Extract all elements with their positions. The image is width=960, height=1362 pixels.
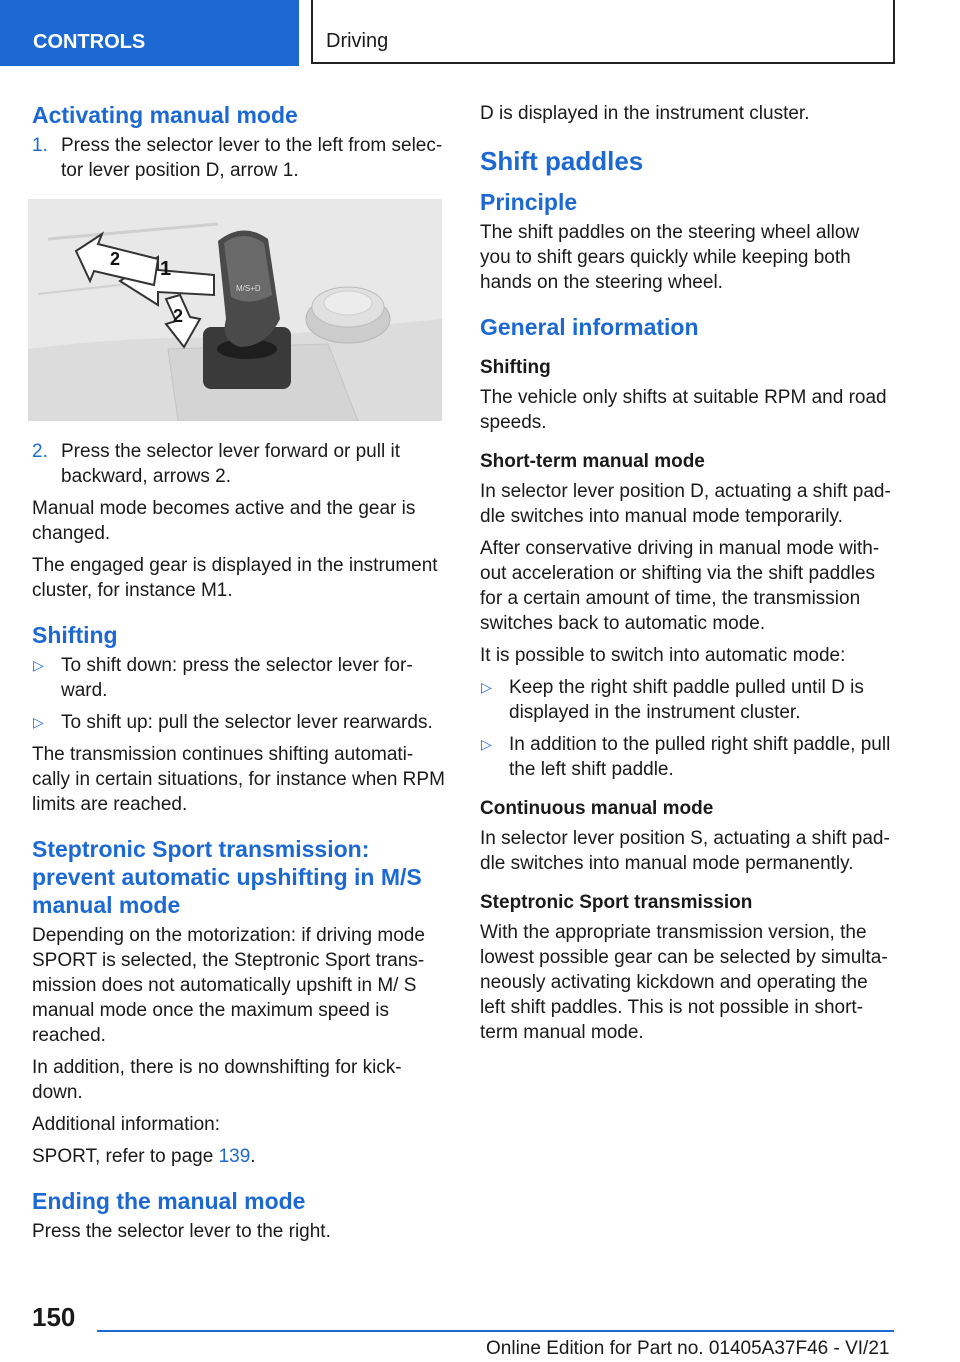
paragraph: D is displayed in the instrument cluster. <box>480 103 810 124</box>
lever-label: M/S+D <box>236 284 261 293</box>
paragraph: With the appropriate transmission version, the lowest possible gear can be selected by simulta‐neously activating kickdown and operating the left shift paddles. This is not possible in short-term manual mode. <box>480 922 888 1043</box>
step-text: Press the selector lever to the left from selec‐tor lever position D, arrow 1. <box>61 135 443 181</box>
list-item-text: To shift down: press the selector lever for‐ward. <box>61 655 413 701</box>
step-number: 2. <box>32 441 48 462</box>
paragraph: After conservative driving in manual mode with‐out acceleration or shifting via the shift paddles for a certain amount of time, the transmission switches back to automatic mode. <box>480 538 880 634</box>
heading-principle: Principle <box>480 189 578 215</box>
heading-activating-manual-mode: Activating manual mode <box>32 102 298 128</box>
arrow-label-2a: 2 <box>110 249 121 269</box>
edition-note: Online Edition for Part no. 01405A37F46 - VI/21 <box>486 1338 890 1359</box>
paragraph: In addition, there is no downshifting for kick‐down. <box>32 1057 402 1103</box>
heading-shifting: Shifting <box>32 622 118 648</box>
heading-general-information: General information <box>480 314 699 340</box>
list-item-text: In addition to the pulled right shift paddle, pull the left shift paddle. <box>509 734 891 780</box>
left-column <box>32 101 446 1251</box>
section-tab: CONTROLS <box>0 0 299 66</box>
list-item-text: To shift up: pull the selector lever rearwards. <box>61 712 433 733</box>
list-item <box>32 653 446 703</box>
step-number: 1. <box>32 135 48 156</box>
bullet-icon: ▷ <box>33 657 44 673</box>
page-header <box>0 0 960 66</box>
heading-steptronic-sport: Steptronic Sport transmission: prevent automatic upshifting in M/S manual mode <box>32 836 422 918</box>
bullet-icon: ▷ <box>33 714 44 730</box>
arrow-label-2b: 2 <box>173 306 184 326</box>
paragraph: The transmission continues shifting automati‐cally in certain situations, for instance when RPM limits are reached. <box>32 744 445 815</box>
subheading-short-term: Short-term manual mode <box>480 451 705 472</box>
footer-divider <box>97 1330 894 1332</box>
right-column <box>480 101 895 1052</box>
page-link[interactable]: 139 <box>218 1146 251 1167</box>
page-reference <box>32 1144 446 1169</box>
step-text: Press the selector lever forward or pull it backward, arrows 2. <box>61 441 400 487</box>
heading-ending-manual-mode: Ending the manual mode <box>32 1188 306 1214</box>
bullet-icon: ▷ <box>481 736 492 752</box>
paragraph: In selector lever position S, actuating a shift pad‐dle switches into manual mode permanently. <box>480 828 890 874</box>
reference-end: . <box>250 1146 256 1167</box>
step-1 <box>32 133 446 183</box>
arrow-label-1: 1 <box>160 258 172 280</box>
bullet-icon: ▷ <box>481 679 492 695</box>
paragraph: The engaged gear is displayed in the instrument cluster, for instance M1. <box>32 555 438 601</box>
paragraph: Additional information: <box>32 1114 220 1135</box>
selector-lever-figure <box>28 199 442 421</box>
paragraph: Depending on the motorization: if driving mode SPORT is selected, the Steptronic Sport trans‐mission does not automatically upshift in M/ S manual mode once the maximum speed is reached. <box>32 925 425 1046</box>
page-number: 150 <box>32 1302 76 1332</box>
selector-lever-illustration <box>28 199 442 421</box>
paragraph: It is possible to switch into automatic mode: <box>480 645 846 666</box>
list-item <box>480 675 895 725</box>
chapter-title: Driving <box>311 0 895 64</box>
heading-shift-paddles: Shift paddles <box>480 146 644 176</box>
paragraph: The vehicle only shifts at suitable RPM and road speeds. <box>480 387 887 433</box>
subheading-steptronic: Steptronic Sport transmission <box>480 892 753 913</box>
paragraph: Manual mode becomes active and the gear is changed. <box>32 498 416 544</box>
list-item <box>32 710 446 735</box>
reference-text: SPORT, refer to page <box>32 1146 219 1167</box>
paragraph: Press the selector lever to the right. <box>32 1221 331 1242</box>
subheading-shifting: Shifting <box>480 357 551 378</box>
paragraph: In selector lever position D, actuating a shift pad‐dle switches into manual mode temporarily. <box>480 481 891 527</box>
step-2 <box>32 439 446 489</box>
list-item-text: Keep the right shift paddle pulled until D is displayed in the instrument cluster. <box>509 677 864 723</box>
paragraph: The shift paddles on the steering wheel allow you to shift gears quickly while keeping both hands on the steering wheel. <box>480 222 860 293</box>
list-item <box>480 732 895 782</box>
subheading-continuous: Continuous manual mode <box>480 798 714 819</box>
